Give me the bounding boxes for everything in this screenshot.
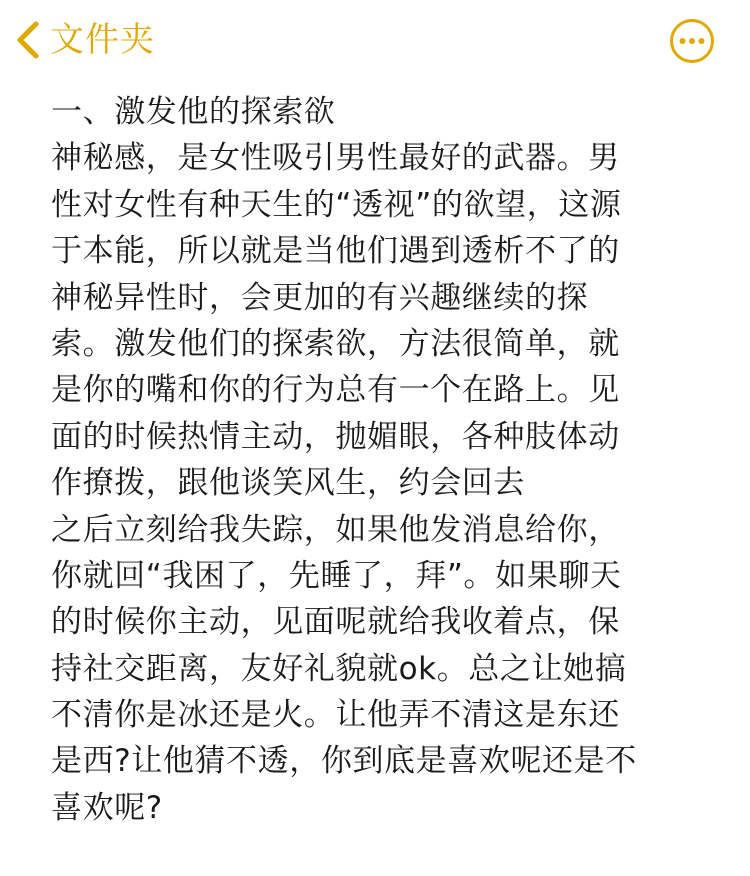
note-heading: 一、激发他的探索欲 xyxy=(51,94,336,130)
note-line: 神秘异性时，会更加的有兴趣继续的探 xyxy=(51,279,589,316)
note-line: 喜欢呢? xyxy=(51,789,163,826)
note-line: 你就回“我困了，先睡了，拜”。如果聊天 xyxy=(51,557,622,594)
navigation-bar xyxy=(0,0,750,84)
note-line: 之后立刻给我失踪，如果他发消息给你， xyxy=(51,511,620,548)
note-line: 是西?让他猜不透，你到底是喜欢呢还是不 xyxy=(51,743,637,780)
note-line: 面的时候热情主动，抛媚眼，各种肢体动 xyxy=(51,418,620,455)
note-line: 是你的嘴和你的行为总有一个在路上。见 xyxy=(51,372,620,409)
ellipsis-circle-icon xyxy=(669,18,715,64)
back-label: 文件夹 xyxy=(50,20,155,60)
back-button[interactable] xyxy=(14,12,155,68)
note-line: 性对女性有种天生的“透视”的欲望，这源 xyxy=(51,186,622,223)
more-options-button[interactable] xyxy=(669,18,715,64)
note-line: 作撩拨，跟他谈笑风生，约会回去 xyxy=(51,465,525,502)
note-line: 的时候你主动，见面呢就给我收着点，保 xyxy=(51,604,620,641)
note-line: 索。激发他们的探索欲，方法很简单，就 xyxy=(51,325,620,362)
note-body[interactable] xyxy=(51,89,731,831)
note-line: 不清你是冰还是火。让他弄不清这是东还 xyxy=(51,697,620,734)
note-line: 神秘感，是女性吸引男性最好的武器。男 xyxy=(51,140,620,177)
note-line: 于本能，所以就是当他们遇到透析不了的 xyxy=(51,233,620,270)
note-line: 持社交距离，友好礼貌就ok。总之让她搞 xyxy=(51,650,627,687)
chevron-left-icon xyxy=(14,20,42,60)
